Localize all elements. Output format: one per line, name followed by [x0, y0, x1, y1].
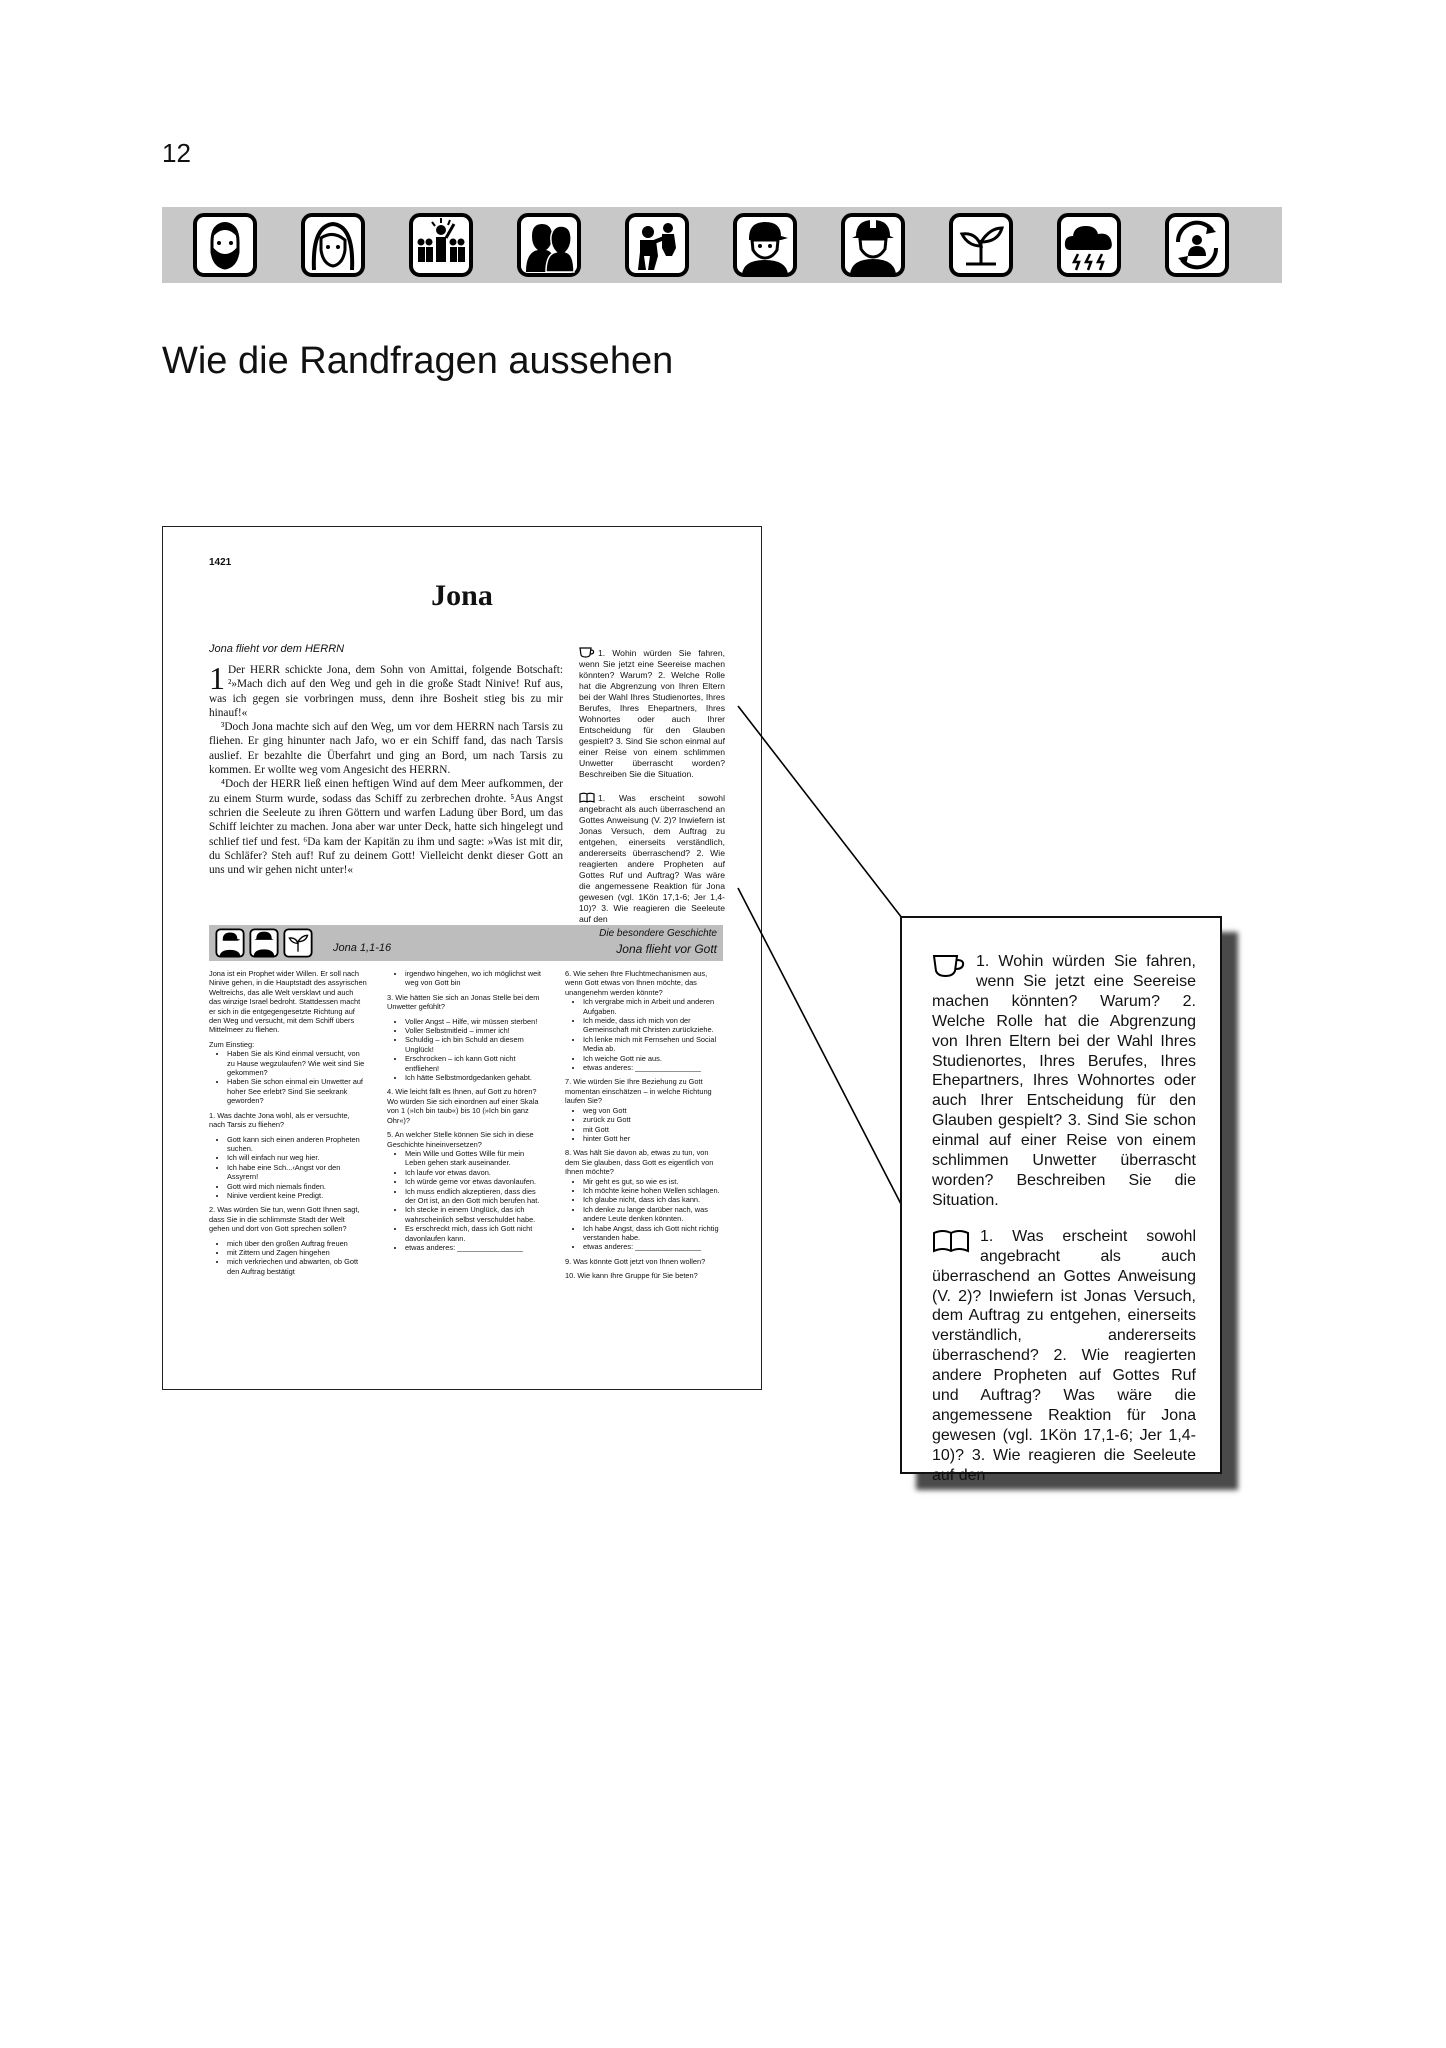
margin-question-2: 1. Was erscheint sowohl angebracht als auch überraschend an Gottes Anweisung (V. 2)? Inwiefern ist Jonas Versuch, dem Auftrag zu entgehen, einerseits verständlich, andererseits überraschend? 2. Wie reagierten andere Propheten auf Gottes Ruf und Auftrag? Was wäre die angemessene Reaktion für Jona gewesen (vgl. 1Kön 17,1-6; Jer 1,4-10)? 3. Wie reagieren die Seeleute auf den — [579, 793, 725, 924]
callout-line — [738, 888, 902, 1206]
list-item: • mit Gott — [583, 1125, 723, 1134]
list-item: • etwas anderes: ________________ — [583, 1242, 723, 1251]
storm-cloud-icon — [1056, 212, 1122, 278]
bible-text — [209, 660, 563, 877]
question: 8. Was hält Sie davon ab, etwas zu tun, von dem Sie glauben, dass Gott es eigentlich von Ihnen möchte? — [565, 1148, 714, 1177]
cup-icon — [932, 954, 966, 978]
page-heading: Wie die Randfragen aussehen — [162, 340, 674, 382]
zoomed-question-2: 1. Was erscheint sowohl angebracht als auch überraschend an Gottes Anweisung (V. 2)? Inwiefern ist Jonas Versuch, dem Auftrag zu entgehen, einerseits verständlich, andererseits überraschend? 2. Wie reagierten andere Propheten auf Gottes Ruf und Auftrag? Was wäre die angemessene Reaktion für Jona gewesen (vgl. 1Kön 17,1-6; Jer 1,4-10)? 3. Wie reagieren die Seeleute auf den — [932, 1227, 1196, 1484]
list-item: • Erschrocken – ich kann Gott nicht entfliehen! — [405, 1054, 545, 1073]
guide-title: Jona flieht vor Gott — [616, 942, 717, 956]
list-item: • Haben Sie schon einmal ein Unwetter auf hoher See erlebt? Sind Sie seekrank geworden? — [227, 1077, 367, 1105]
list-item: • Voller Selbstmitleid – immer ich! — [405, 1026, 545, 1035]
list-item: • Ich möchte keine hohen Wellen schlagen. — [583, 1186, 723, 1195]
section-subtitle: Jona flieht vor dem HERRN — [209, 643, 345, 655]
scripture-reference: Jona 1,1-16 — [333, 942, 392, 954]
list-item: • irgendwo hingehen, wo ich möglichst weit weg von Gott bin — [405, 969, 545, 988]
margin-questions — [579, 647, 725, 937]
person-cycle-icon — [1164, 212, 1230, 278]
verse-paragraph: ⁴Doch der HERR ließ einen heftigen Wind auf dem Meer aufkommen, der zu einem Sturm wurde, sodass das Schiff zu zerbrechen drohte. ⁵Aus Angst schrien die Seeleute zu ihren Göttern und warfen Ladung über Bord, um das Schiff leichter zu machen. Jona aber war unter Deck, hatte sich hingelegt und schlief tief und fest. ⁶Da kam der Kapitän zu ihm und sagte: »Was ist mit dir, du Schläfer? Steh auf! Ruf zu deinem Gott! Vielleicht denkt dieser Gott an uns und wir gehen nicht unter!« — [209, 778, 563, 877]
question: 9. Was könnte Gott jetzt von Ihnen wollen? — [565, 1256, 706, 1266]
book-title: Jona — [431, 579, 493, 612]
question-column-2 — [387, 969, 545, 1257]
question: 4. Wie leicht fällt es Ihnen, auf Gott zu hören? Wo würden Sie sich einordnen auf einer Skala von 1 (»Ich bin taub«) bis 10 (»Ich bin ganz Ohr«)? — [387, 1087, 539, 1125]
verse-paragraph: Der HERR schickte Jona, dem Sohn von Amittai, folgende Botschaft: ²»Mach dich auf den Weg und geh in die große Stadt Ninive! Ruf aus, was ich gegen sie vorbringen muss, denn ihre Bosheit stieg bis zu mir hinauf!« — [209, 664, 563, 719]
construction-worker-icon — [840, 212, 906, 278]
list-item: • mich verkriechen und abwarten, ob Gott den Auftrag bestätigt — [227, 1257, 367, 1276]
question: 7. Wie würden Sie Ihre Beziehung zu Gott momentan einschätzen – in welche Richtung laufen Sie? — [565, 1077, 712, 1106]
open-book-icon — [579, 792, 595, 803]
list-item: • zurück zu Gott — [583, 1115, 723, 1124]
list-item: • Mein Wille und Gottes Wille für mein Leben gehen stark auseinander. — [405, 1149, 545, 1168]
couple-icon — [516, 212, 582, 278]
study-guide-header — [209, 925, 723, 961]
list-item: • mich über den großen Auftrag freuen — [227, 1239, 367, 1248]
list-item: • Voller Angst – Hilfe, wir müssen sterben! — [405, 1017, 545, 1026]
parent-carrying-child-icon — [624, 212, 690, 278]
list-item: • Ich habe eine Sch...‹Angst vor den Assyrern! — [227, 1163, 367, 1182]
list-item: • etwas anderes: ________________ — [405, 1243, 545, 1252]
question: 3. Wie hätten Sie sich an Jonas Stelle bei dem Unwetter gefühlt? — [387, 992, 540, 1012]
bible-page-number: 1421 — [209, 557, 232, 568]
list-item: • Ich weiche Gott nie aus. — [583, 1054, 723, 1063]
list-item: • Mir geht es gut, so wie es ist. — [583, 1177, 723, 1186]
cup-icon — [579, 647, 595, 658]
cap-man-icon — [732, 212, 798, 278]
icon-bar — [162, 207, 1282, 283]
section-label: Zum Einstieg: — [209, 1039, 255, 1049]
page-number: 12 — [162, 138, 191, 168]
list-item: • mit Zittern und Zagen hingehen — [227, 1248, 367, 1257]
list-item: • Ich hätte Selbstmordgedanken gehabt. — [405, 1073, 545, 1082]
list-item: • etwas anderes: ________________ — [583, 1063, 723, 1072]
list-item: • Ich will einfach nur weg hier. — [227, 1153, 367, 1162]
list-item: • Ich habe Angst, dass ich Gott nicht richtig verstanden habe. — [583, 1224, 723, 1243]
bible-page-excerpt — [162, 526, 762, 1390]
open-book-icon — [932, 1229, 970, 1253]
construction-worker-icon — [249, 928, 279, 958]
list-item: • Haben Sie als Kind einmal versucht, von zu Hause wegzulaufen? Wie weit sind Sie gekommen? — [227, 1049, 367, 1077]
zoomed-questions — [932, 952, 1196, 1502]
list-item: • Gott kann sich einen anderen Propheten suchen. — [227, 1135, 367, 1154]
list-item: • Ich lenke mich mit Fernsehen und Social Media ab. — [583, 1035, 723, 1054]
zoomed-question-1: 1. Wohin würden Sie fahren, wenn Sie jetzt eine Seereise machen könnten? Warum? 2. Welche Rolle hat die Abgrenzung von Ihren Eltern bei der Wahl Ihres Studienortes, Ihres Berufes, Ihres Ehepartners, Ihres Wohnortes oder auch Ihrer Entscheidung für den Glauben gespielt? 3. Sind Sie schon einmal auf einer Reise von einem schlimmen Unwetter überrascht worden? Beschreiben Sie die Situation. — [932, 953, 1196, 1209]
list-item: • Ich laufe vor etwas davon. — [405, 1168, 545, 1177]
list-item: • Ninive verdient keine Predigt. — [227, 1191, 367, 1200]
chapter-number: 1 — [209, 660, 225, 696]
list-item: • Es erschreckt mich, dass ich Gott nicht davonlaufen kann. — [405, 1224, 545, 1243]
intro-text: Jona ist ein Prophet wider Willen. Er soll nach Ninive gehen, in die Hauptstadt des assyrischen Weltreichs, das alle Welt versklavt und auch das winzige Israel bedroht. Stattdessen macht er sich in die entgegengesetzte Richtung auf den Weg und versucht, mit dem Schiff übers Mittelmeer zu fliehen. — [209, 969, 367, 1035]
list-item: • hinter Gott her — [583, 1134, 723, 1143]
list-item: • Ich muss endlich akzeptieren, dass dies der Ort ist, an den Gott mich berufen hat. — [405, 1187, 545, 1206]
verse-paragraph: ³Doch Jona machte sich auf den Weg, um vor dem HERRN nach Tarsis zu fliehen. Er ging hinunter nach Jafo, wo er ein Schiff fand, das nach Tarsis auslief. Er bezahlte die Überfahrt und ging an Bord, um nach Tarsis zu kommen. Er wollte weg vom Angesicht des HERRN. — [209, 721, 563, 777]
question: 2. Was würden Sie tun, wenn Gott Ihnen sagt, dass Sie in die schlimmste Stadt der Welt gehen und dort von Gott sprechen sollen? — [209, 1205, 360, 1234]
list-item: • Ich glaube nicht, dass ich das kann. — [583, 1195, 723, 1204]
margin-question-1: 1. Wohin würden Sie fahren, wenn Sie jetzt eine Seereise machen könnten? Warum? 2. Welche Rolle hat die Abgrenzung von Ihren Eltern bei der Wahl Ihres Studienortes, Ihres Berufes, Ihres Ehepartners, Ihres Wohnortes oder auch Ihrer Entscheidung für den Glauben gespielt? 3. Sind Sie schon einmal auf einer Reise von einem schlimmen Unwetter überrascht worden? Beschreiben Sie die Situation. — [579, 648, 725, 779]
list-item: • Gott wird mich niemals finden. — [227, 1182, 367, 1191]
list-item: • Ich meide, dass ich mich von der Gemeinschaft mit Christen zurückziehe. — [583, 1016, 723, 1035]
question-column-3 — [565, 969, 723, 1286]
seedling-icon — [283, 928, 313, 958]
bearded-man-icon — [192, 212, 258, 278]
question: 1. Was dachte Jona wohl, als er versuchte, nach Tarsis zu fliehen? — [209, 1110, 350, 1130]
callout-line — [738, 706, 902, 918]
list-item: • Ich vergrabe mich in Arbeit und anderen Aufgaben. — [583, 997, 723, 1016]
list-item: • Ich denke zu lange darüber nach, was andere Leute denken könnten. — [583, 1205, 723, 1224]
guide-category: Die besondere Geschichte — [599, 928, 717, 939]
cap-man-icon — [215, 928, 245, 958]
question: 5. An welcher Stelle können Sie sich in diese Geschichte hineinversetzen? — [387, 1130, 534, 1149]
crowd-leader-icon — [408, 212, 474, 278]
margin-question-zoom — [900, 916, 1222, 1484]
list-item: • Ich würde gerne vor etwas davonlaufen. — [405, 1177, 545, 1186]
list-item: • weg von Gott — [583, 1106, 723, 1115]
woman-icon — [300, 212, 366, 278]
seedling-icon — [948, 212, 1014, 278]
question: 10. Wie kann Ihre Gruppe für Sie beten? — [565, 1271, 698, 1281]
list-item: • Ich stecke in einem Unglück, das ich wahrscheinlich selbst verschuldet habe. — [405, 1205, 545, 1224]
question-column-1 — [209, 969, 367, 1281]
list-item: • Schuldig – ich bin Schuld an diesem Unglück! — [405, 1035, 545, 1054]
question: 6. Wie sehen Ihre Fluchtmechanismen aus, wenn Gott etwas von Ihnen möchte, das unangenehm werden könnte? — [565, 969, 708, 997]
